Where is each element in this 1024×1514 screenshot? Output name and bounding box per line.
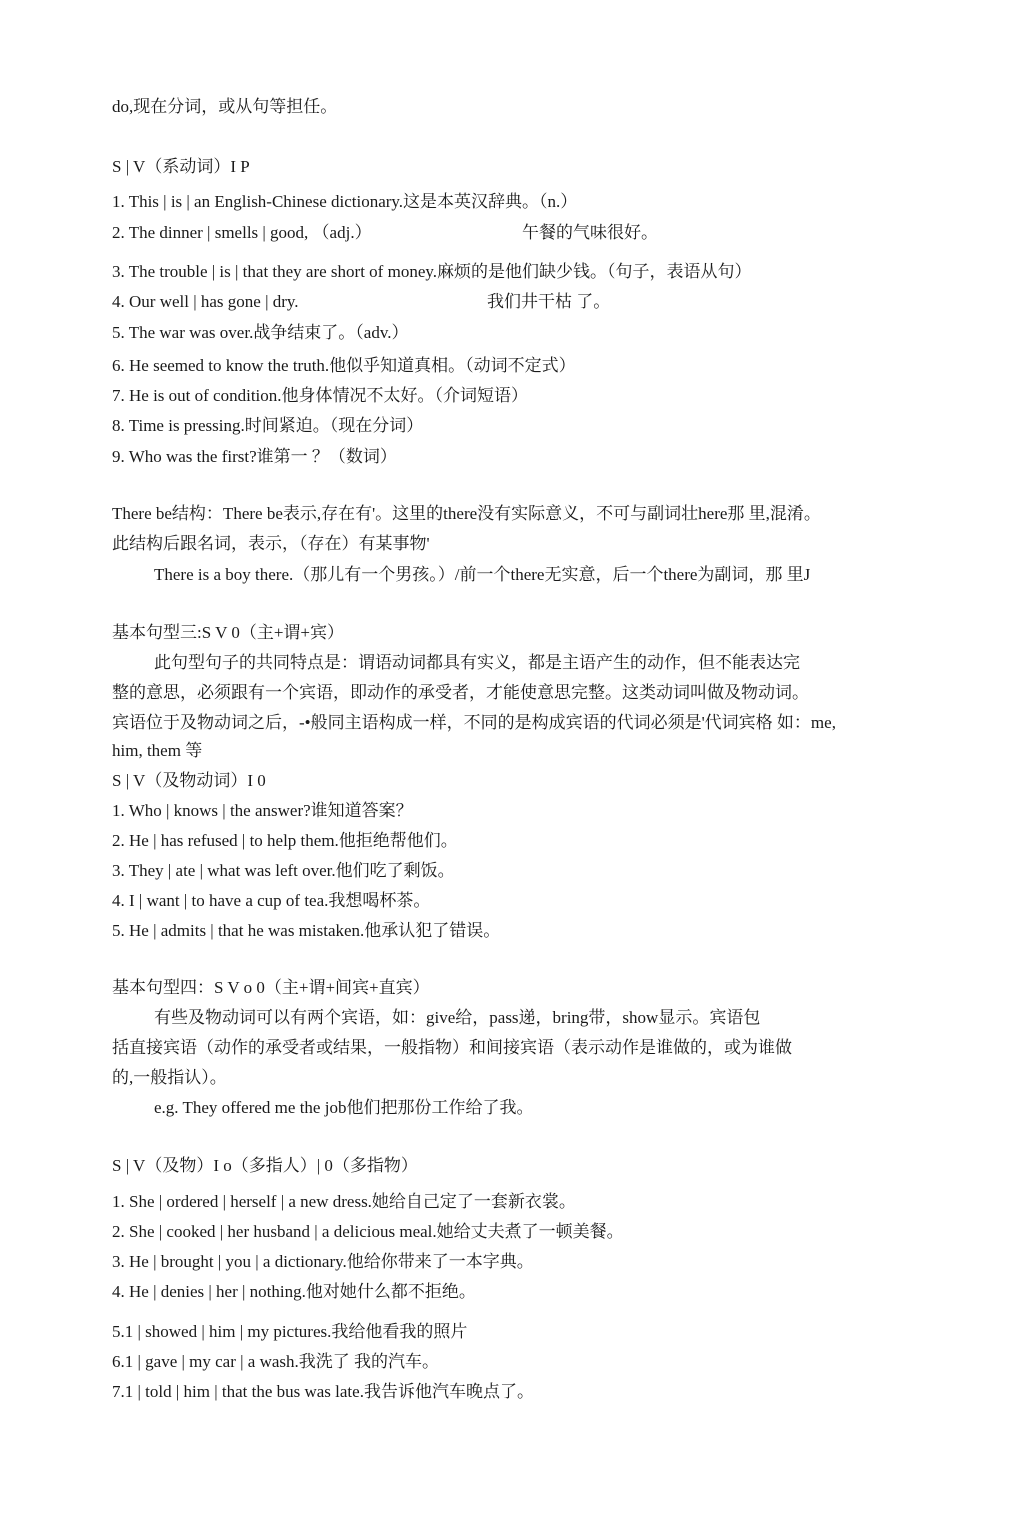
svp-example-5: 5. The war was over.战争结束了。（adv.） [112, 323, 409, 342]
svp-example-4: 4. Our well | has gone | dry. [112, 292, 299, 311]
svoo-para-line-1: 有些及物动词可以有两个宾语，如：give给，pass递，bring带，show显示。宾语包 [154, 1008, 761, 1027]
svo-para-line-4: him, them 等 [112, 741, 203, 760]
svp-example-9: 9. Who was the first?谁第一 ？（数词） [112, 447, 397, 466]
svp-example-8: 8. Time is pressing.时间紧迫。（现在分词） [112, 416, 424, 435]
svoo-example-6: 6.1 | gave | my car | a wash.我洗了 我的汽车。 [112, 1352, 440, 1371]
svoo-example-4: 4. He | denies | her | nothing.他对她什么都不拒绝。 [112, 1282, 476, 1301]
svoo-example-5: 5.1 | showed | him | my pictures.我给他看我的照片 [112, 1322, 468, 1341]
svoo-pattern: S | V（及物）I o（多指人）| 0（多指物） [112, 1156, 418, 1175]
svo-example-3: 3. They | ate | what was left over.他们吃了剩饭。 [112, 861, 455, 880]
there-be-line-1: There be结构：There be表示,存在有'。这里的there没有实际意义，不可与副词壮here那 里,混淆。 [112, 504, 821, 523]
svoo-heading: 基本句型四：S V o 0（主+谓+间宾+直宾） [112, 978, 430, 997]
svo-para-line-3: 宾语位于及物动词之后，-•般同主语构成一样，不同的是构成宾语的代词必须是'代词宾格 如：me, [112, 713, 836, 732]
svo-para-line-1: 此句型句子的共同特点是：谓语动词都具有实义，都是主语产生的动作，但不能表达完 [154, 653, 800, 672]
svp-example-6: 6. He seemed to know the truth.他似乎知道真相。（动词不定式） [112, 356, 576, 375]
svo-example-1: 1. Who | knows | the answer?谁知道答案？ [112, 801, 413, 820]
svo-para-line-2: 整的意思，必须跟有一个宾语，即动作的承受者，才能使意思完整。这类动词叫做及物动词。 [112, 683, 809, 702]
svoo-example-7: 7.1 | told | him | that the bus was late.我告诉他汽车晚点了。 [112, 1382, 534, 1401]
svp-example-1: 1. This | is | an English-Chinese dictionary.这是本英汉辞典。（n.） [112, 192, 578, 211]
svo-example-2: 2. He | has refused | to help them.他拒绝帮他们。 [112, 831, 458, 850]
svp-example-3: 3. The trouble | is | that they are short of money.麻烦的是他们缺少钱。（句子，表语从句） [112, 262, 752, 281]
svp-example-4-translation: 我们井干枯 了。 [487, 292, 611, 311]
svoo-example-3: 3. He | brought | you | a dictionary.他给你带来了一本字典。 [112, 1252, 534, 1271]
there-be-line-2: 此结构后跟名词，表示，（存在）有某事物' [112, 534, 430, 553]
svo-example-5: 5. He | admits | that he was mistaken.他承认犯了错误。 [112, 921, 501, 940]
intro-tail-text: do,现在分词，或从句等担任。 [112, 97, 338, 116]
svoo-example-1: 1. She | ordered | herself | a new dress.她给自己定了一套新衣裳。 [112, 1192, 576, 1211]
svoo-para-line-4: e.g. They offered me the job他们把那份工作给了我。 [154, 1098, 534, 1117]
svo-example-4: 4. I | want | to have a cup of tea.我想喝杯茶。 [112, 891, 431, 910]
svoo-para-line-3: 的,一般指认）。 [112, 1068, 227, 1087]
svp-example-2: 2. The dinner | smells | good, （adj.） [112, 223, 372, 242]
svp-pattern: S | V（系动词）I P [112, 157, 250, 176]
svo-pattern: S | V（及物动词）I 0 [112, 771, 266, 790]
svoo-para-line-2: 括直接宾语（动作的承受者或结果，一般指物）和间接宾语（表示动作是谁做的，或为谁做 [112, 1038, 792, 1057]
there-be-line-3: There is a boy there.（那儿有一个男孩。）/前一个there无实意，后一个there为副词，那 里J [154, 565, 811, 584]
svp-example-7: 7. He is out of condition.他身体情况不太好。（介词短语） [112, 386, 529, 405]
svo-heading: 基本句型三:S V 0（主+谓+宾） [112, 623, 345, 642]
svoo-example-2: 2. She | cooked | her husband | a delicious meal.她给丈夫煮了一顿美餐。 [112, 1222, 624, 1241]
svp-example-2-translation: 午餐的气味很好。 [522, 223, 658, 242]
